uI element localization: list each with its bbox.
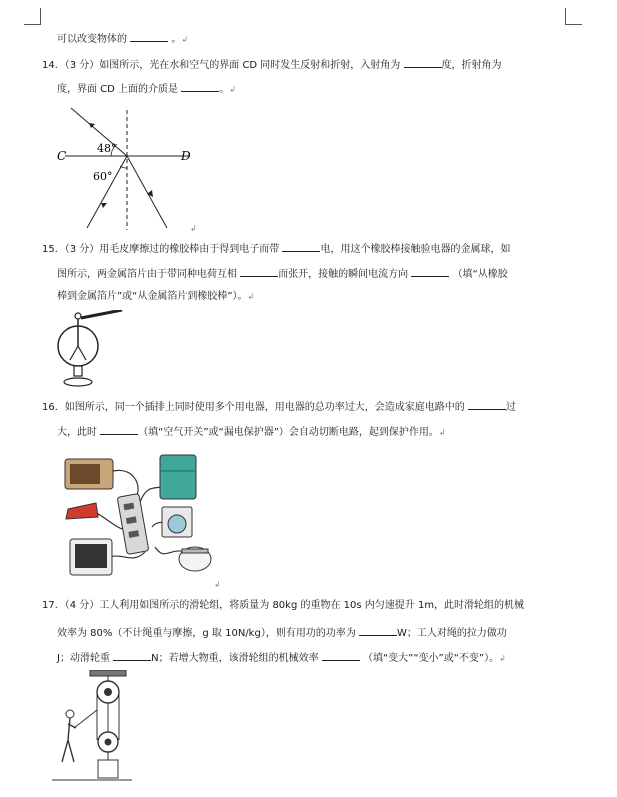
pull-rope [74,710,97,728]
q14-line-1: 14．（3 分）如图所示，光在水和空气的界面 CD 同时发生反射和折射，入射角为 度，折射角为 [42,56,502,73]
q17-line-1: 17．（4 分）工人利用如图所示的滑轮组，将质量为 80kg 的重物在 10s 内匀速提升 1m，此时滑轮组的机械 [42,600,525,611]
answer-blank[interactable] [322,649,360,661]
refraction-figure [55,100,205,235]
q16-line-1: 16．如图所示，同一个插排上同时使用多个用电器，用电器的总功率过大，会造成家庭电路中的 过 [42,398,516,415]
pulley-system-figure [52,670,142,785]
fixed-pulley-axle [104,688,112,696]
overloaded-power-strip-figure [60,447,220,587]
label-d: D [181,149,191,163]
answer-blank[interactable] [282,240,320,252]
ceiling-mount [90,670,126,676]
tv-screen [75,544,107,568]
stand-neck [74,366,82,376]
lower-right-arrowhead [147,190,153,197]
q14-line-2: 度，界面 CD 上面的介质是 。↲ [57,80,236,97]
lower-left-arrowhead [101,203,107,208]
angle-label-48: 48° [97,142,117,155]
wire [155,547,185,554]
weight-block [98,760,118,778]
label-c: C [57,149,67,163]
q15-line-3: 棒到金属箔片”或“从金属箔片到橡胶棒”）。↲ [57,291,255,302]
document-page: 可以改变物体的 。↲ 14．（3 分）如图所示，光在水和空气的界面 CD 同时发生反射和折射，入射角为 度，折射角为 度，界面 CD 上面的介质是 。↲ C D 48° 60° ↲ 15．（3 分）用毛皮摩擦过的橡胶棒由于得到电子而带 电，用这个橡胶棒接触验电器的金属球，如 图所示，两金属箔片由于带同种电荷互相 而张开，接触的瞬间电流方向 （填“从橡胶 棒到金属箔片”或“从金属箔片到橡胶棒”）。↲ 16．如图所示，同一个插排上同时使用多个用电器，用电器的总功率过大，会造成家庭电路中的 过 大，此时 （填“空气开关”或“漏电保护器”）会自动切断电路，起到保护作用。↲ ↲ 17．（4 分）工人利用如图所示的滑轮组，将质量为 80kg 的重物在 10s 内匀速提升 1m，此时滑轮组的机械 效率为 80%（不计绳重与摩擦，g 取 10N/kg），则有用功的功率为 W；工人对绳的拉力做功 J；动滑轮重 N；若增大物重，该滑轮组的机械效率 （填“变大”“变小”或“不变”）。↲ [0,0,617,797]
answer-blank[interactable] [130,30,168,42]
q15-line-1: 15．（3 分）用毛皮摩擦过的橡胶棒由于得到电子而带 电，用这个橡胶棒接触验电器的金属球，如 [42,240,510,257]
answer-blank[interactable] [468,398,506,410]
continuation-line: 可以改变物体的 。↲ [57,30,188,47]
q17-line-3: J；动滑轮重 N；若增大物重，该滑轮组的机械效率 （填“变大”“变小”或“不变”）。↲ [57,649,506,666]
microwave-window [70,464,100,484]
answer-blank[interactable] [411,265,449,277]
answer-blank[interactable] [113,649,151,661]
washer-door [168,515,186,533]
electroscope-figure [52,310,132,390]
foil-left [70,346,78,360]
worker-body [62,718,76,762]
power-strip [117,494,149,555]
worker-head [66,710,74,718]
movable-pulley-axle [105,739,112,746]
cooker-lid [182,549,208,553]
answer-blank[interactable] [181,80,219,92]
electric-iron [66,503,98,519]
refrigerator [160,455,196,499]
foil-right [78,346,86,360]
angle-label-60: 60° [93,170,113,183]
rubber-rod [81,310,122,318]
answer-blank[interactable] [240,265,278,277]
answer-blank[interactable] [404,56,442,68]
lower-right-ray [127,156,167,228]
answer-blank[interactable] [359,624,397,636]
q16-line-2: 大，此时 （填“空气开关”或“漏电保护器”）会自动切断电路，起到保护作用。↲ [57,423,446,440]
metal-ball [75,313,81,319]
crop-mark-top-right [565,8,582,25]
crop-mark-top-left [24,8,41,25]
q17-line-2: 效率为 80%（不计绳重与摩擦，g 取 10N/kg），则有用功的功率为 W；工人对绳的拉力做功 [57,624,507,641]
stand-base [64,378,92,386]
answer-blank[interactable] [100,423,138,435]
q15-line-2: 图所示，两金属箔片由于带同种电荷互相 而张开，接触的瞬间电流方向 （填“从橡胶 [57,265,508,282]
